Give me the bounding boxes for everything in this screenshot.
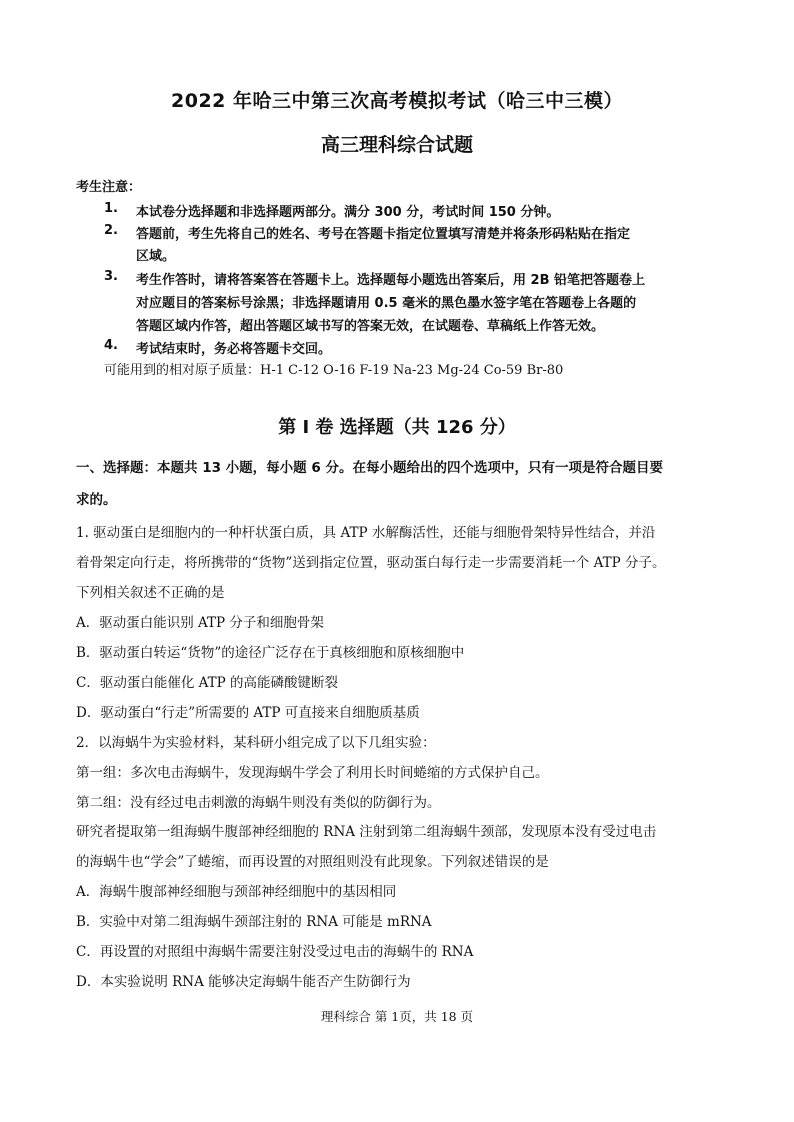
question-2-stem-line-2: 第一组：多次电击海蜗牛，发现海蜗牛学会了利用长时间蜷缩的方式保护自己。: [76, 765, 549, 781]
section-instruction-line-1: 一、选择题：本题共 13 小题，每小题 6 分。在每小题给出的四个选项中，只有一项是符合题目要: [76, 460, 663, 476]
notice-item-3-line-2: 对应题目的答案标号涂黑；非选择题请用 0.5 毫米的黑色墨水签字笔在答题卷上各题的: [136, 296, 637, 311]
notice-heading: 考生注意：: [76, 180, 142, 195]
question-1-option-c: C．驱动蛋白能催化 ATP 的高能磷酸键断裂: [76, 675, 339, 691]
question-2-stem-line-4: 研究者提取第一组海蜗牛腹部神经细胞的 RNA 注射到第二组海蜗牛颈部，发现原本没有受过电击: [76, 824, 657, 840]
notice-item-3-number: 3.: [104, 269, 118, 284]
page-footer: 理科综合 第 1页，共 18 页: [320, 1009, 474, 1024]
notice-item-2-line-1: 答题前，考生先将自己的姓名、考号在答题卡指定位置填写清楚并将条形码粘贴在指定: [136, 227, 631, 242]
notice-item-3-line-3: 答题区域内作答，超出答题区域书写的答案无效，在试题卷、草稿纸上作答无效。: [136, 319, 605, 334]
question-2-option-d: D．本实验说明 RNA 能够决定海蜗牛能否产生防御行为: [76, 974, 411, 990]
question-1-option-a: A．驱动蛋白能识别 ATP 分子和细胞骨架: [76, 615, 324, 631]
exam-title: 2022 年哈三中第三次高考模拟考试（哈三中三模）: [171, 90, 623, 112]
notice-item-4-number: 4.: [104, 338, 118, 353]
notice-item-2-line-2: 区域。: [136, 249, 176, 264]
question-2-option-a: A．海蜗牛腹部神经细胞与颈部神经细胞中的基因相同: [76, 884, 397, 900]
question-1-option-d: D．驱动蛋白“行走”所需要的 ATP 可直接来自细胞质基质: [76, 705, 420, 721]
notice-item-4-line-1: 考试结束时，务必将答题卡交回。: [136, 342, 332, 357]
section-instruction-line-2: 求的。: [76, 492, 117, 508]
question-2-stem-line-3: 第二组：没有经过电击刺激的海蜗牛则没有类似的防御行为。: [76, 795, 441, 811]
section-title: 第 I 卷 选择题（共 126 分）: [278, 417, 516, 438]
notice-item-1-number: 1.: [104, 201, 118, 216]
question-2-option-b: B．实验中对第二组海蜗牛颈部注射的 RNA 可能是 mRNA: [76, 914, 432, 930]
question-1-stem-line-1: 1. 驱动蛋白是细胞内的一种杆状蛋白质，具 ATP 水解酶活性，还能与细胞骨架特异性结合，并沿: [76, 525, 656, 541]
exam-subtitle: 高三理科综合试题: [320, 134, 473, 156]
question-1-option-b: B．驱动蛋白转运“货物”的途径广泛存在于真核细胞和原核细胞中: [76, 645, 465, 661]
notice-item-3-line-1: 考生作答时，请将答案答在答题卡上。选择题每小题选出答案后，用 2B 铅笔把答题卷上: [136, 273, 646, 288]
question-2-stem-line-1: 2．以海蜗牛为实验材料，某科研小组完成了以下几组实验：: [76, 735, 436, 751]
question-2-stem-line-5: 的海蜗牛也“学会”了蜷缩，而再设置的对照组则没有此现象。下列叙述错误的是: [76, 854, 549, 870]
atomic-masses: 可能用到的相对原子质量：H-1 C-12 O-16 F-19 Na-23 Mg-24 Co-59 Br-80: [104, 363, 564, 378]
question-1-stem-line-2: 着骨架定向行走，将所携带的“货物”送到指定位置，驱动蛋白每行走一步需要消耗一个 ATP 分子。: [76, 555, 666, 571]
question-2-option-c: C．再设置的对照组中海蜗牛需要注射没受过电击的海蜗牛的 RNA: [76, 944, 474, 960]
notice-item-2-number: 2.: [104, 223, 118, 238]
question-1-stem-line-3: 下列相关叙述不正确的是: [76, 585, 225, 601]
notice-item-1-line-1: 本试卷分选择题和非选择题两部分。满分 300 分，考试时间 150 分钟。: [136, 205, 560, 220]
